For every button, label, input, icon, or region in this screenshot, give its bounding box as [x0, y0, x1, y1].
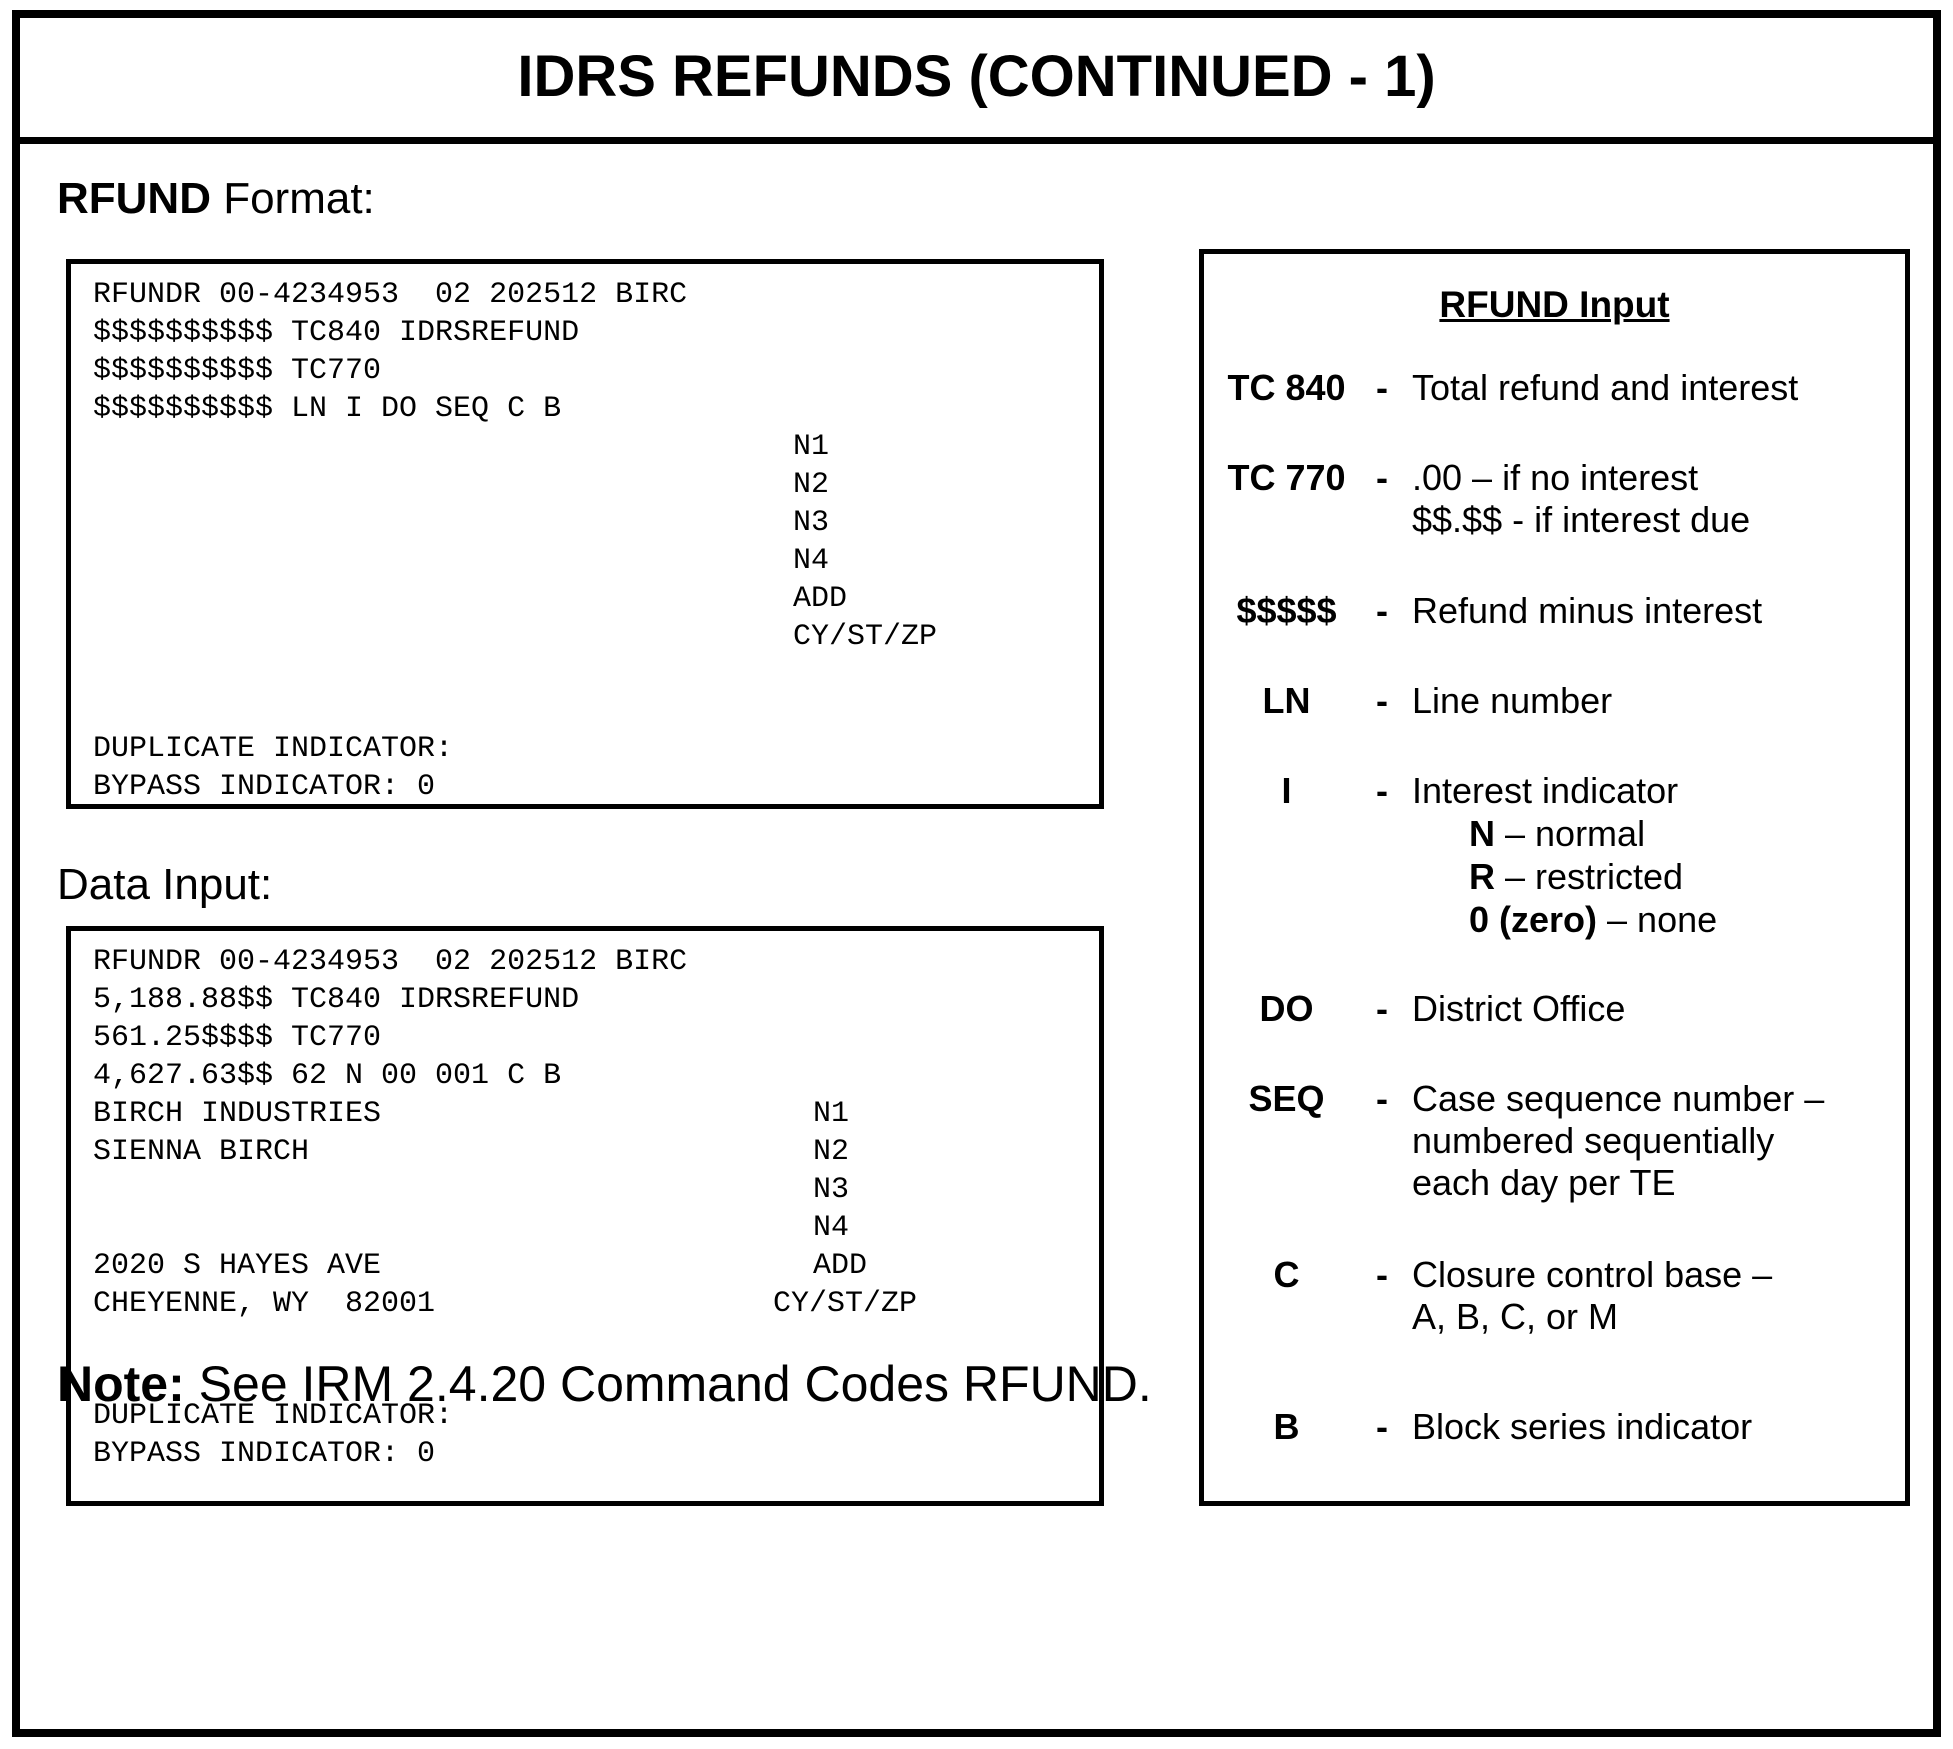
legend-code: B — [1273, 1406, 1300, 1447]
format-duplicate-indicator: DUPLICATE INDICATOR: — [93, 732, 454, 766]
format-right-line: N2 — [793, 468, 830, 502]
legend-option — [1412, 898, 1717, 941]
data-line: 4,627.63$$ 62 N 00 001 C B — [93, 1059, 562, 1093]
legend-desc-line: District Office — [1412, 988, 1626, 1029]
legend-dash: - — [1376, 367, 1388, 408]
legend-desc-line: numbered sequentially — [1412, 1120, 1775, 1161]
legend-code: $$$$$ — [1236, 590, 1337, 631]
data-line: 2020 S HAYES AVE — [93, 1249, 382, 1283]
legend-desc — [1412, 457, 1750, 541]
legend-desc — [1412, 590, 1762, 632]
data-line: 561.25$$$$ TC770 — [93, 1021, 382, 1055]
legend-code: SEQ — [1248, 1078, 1325, 1119]
legend-desc — [1412, 1406, 1752, 1448]
data-right-line: N2 — [813, 1135, 850, 1169]
data-line: SIENNA BIRCH — [93, 1135, 310, 1169]
data-line: RFUNDR 00-4234953 02 202512 BIRC — [93, 945, 688, 979]
legend-option-key: R — [1469, 856, 1495, 897]
rfund-input-legend — [1199, 249, 1910, 1506]
legend-desc — [1412, 988, 1625, 1030]
legend-option-key: N — [1469, 813, 1495, 854]
legend-desc — [1412, 680, 1612, 722]
format-line: $$$$$$$$$$ TC840 IDRSREFUND — [93, 316, 580, 350]
legend-code: I — [1281, 770, 1292, 811]
data-right-line: ADD — [813, 1249, 868, 1283]
legend-desc — [1412, 1078, 1824, 1204]
format-section-label — [57, 174, 375, 224]
legend-desc-line: Interest indicator — [1412, 770, 1679, 811]
legend-code: TC 840 — [1227, 367, 1346, 408]
legend-code: DO — [1259, 988, 1314, 1029]
footnote — [57, 1355, 1152, 1413]
legend-desc-line: Line number — [1412, 680, 1613, 721]
legend-desc-line: Total refund and interest — [1412, 367, 1799, 408]
data-duplicate-indicator: DUPLICATE INDICATOR: — [93, 1399, 454, 1433]
legend-desc-line: Refund minus interest — [1412, 590, 1763, 631]
format-right-line: N1 — [793, 430, 830, 464]
data-section-label: Data Input: — [57, 860, 273, 909]
format-label-bold: RFUND — [57, 174, 211, 223]
legend-option-text: – none — [1597, 899, 1718, 940]
data-bypass-indicator: BYPASS INDICATOR: 0 — [93, 1437, 436, 1471]
data-line: CHEYENNE, WY 82001 — [93, 1287, 436, 1321]
legend-dash: - — [1376, 1078, 1388, 1119]
format-bypass-indicator: BYPASS INDICATOR: 0 — [93, 770, 436, 804]
legend-desc-line: Block series indicator — [1412, 1406, 1753, 1447]
legend-code: C — [1273, 1254, 1300, 1295]
legend-desc-line: each day per TE — [1412, 1162, 1676, 1203]
legend-dash: - — [1376, 1254, 1388, 1295]
legend-dash: - — [1376, 1406, 1388, 1447]
legend-desc-line: A, B, C, or M — [1412, 1296, 1619, 1337]
legend-option — [1412, 855, 1717, 898]
format-right-line: N4 — [793, 544, 830, 578]
legend-desc — [1412, 770, 1717, 941]
data-line: BIRCH INDUSTRIES — [93, 1097, 382, 1131]
format-screen-box — [66, 259, 1104, 809]
legend-option-text: – restricted — [1495, 856, 1684, 897]
legend-dash: - — [1376, 680, 1388, 721]
legend-desc — [1412, 1254, 1772, 1338]
legend-option-text: – normal — [1495, 813, 1646, 854]
legend-dash: - — [1376, 770, 1388, 811]
data-screen-box — [66, 926, 1104, 1506]
format-right-line: ADD — [793, 582, 848, 616]
legend-option-key: 0 (zero) — [1469, 899, 1598, 940]
data-right-line: N3 — [813, 1173, 850, 1207]
legend-option — [1412, 812, 1717, 855]
legend-code: TC 770 — [1227, 457, 1346, 498]
format-line: $$$$$$$$$$ LN I DO SEQ C B — [93, 392, 562, 426]
legend-desc — [1412, 367, 1798, 409]
legend-code: LN — [1262, 680, 1311, 721]
data-right-line: CY/ST/ZP — [773, 1287, 918, 1321]
format-line: RFUNDR 00-4234953 02 202512 BIRC — [93, 278, 688, 312]
legend-dash: - — [1376, 590, 1388, 631]
data-right-line: N4 — [813, 1211, 850, 1245]
data-right-line: N1 — [813, 1097, 850, 1131]
legend-desc-line: Case sequence number – — [1412, 1078, 1825, 1119]
note-text: See IRM 2.4.20 Command Codes RFUND. — [184, 1356, 1152, 1412]
legend-desc-line: Closure control base – — [1412, 1254, 1773, 1295]
format-right-line: CY/ST/ZP — [793, 620, 938, 654]
page-title: IDRS REFUNDS (CONTINUED - 1) — [20, 18, 1933, 144]
data-line: 5,188.88$$ TC840 IDRSREFUND — [93, 983, 580, 1017]
format-label-rest: Format: — [210, 174, 375, 223]
format-line: $$$$$$$$$$ TC770 — [93, 354, 382, 388]
note-label: Note: — [57, 1356, 185, 1412]
format-right-line: N3 — [793, 506, 830, 540]
legend-title: RFUND Input — [1439, 284, 1670, 325]
legend-dash: - — [1376, 988, 1388, 1029]
legend-desc-line: $$.$$ - if interest due — [1412, 499, 1751, 540]
legend-desc-line: .00 – if no interest — [1412, 457, 1699, 498]
legend-dash: - — [1376, 457, 1388, 498]
